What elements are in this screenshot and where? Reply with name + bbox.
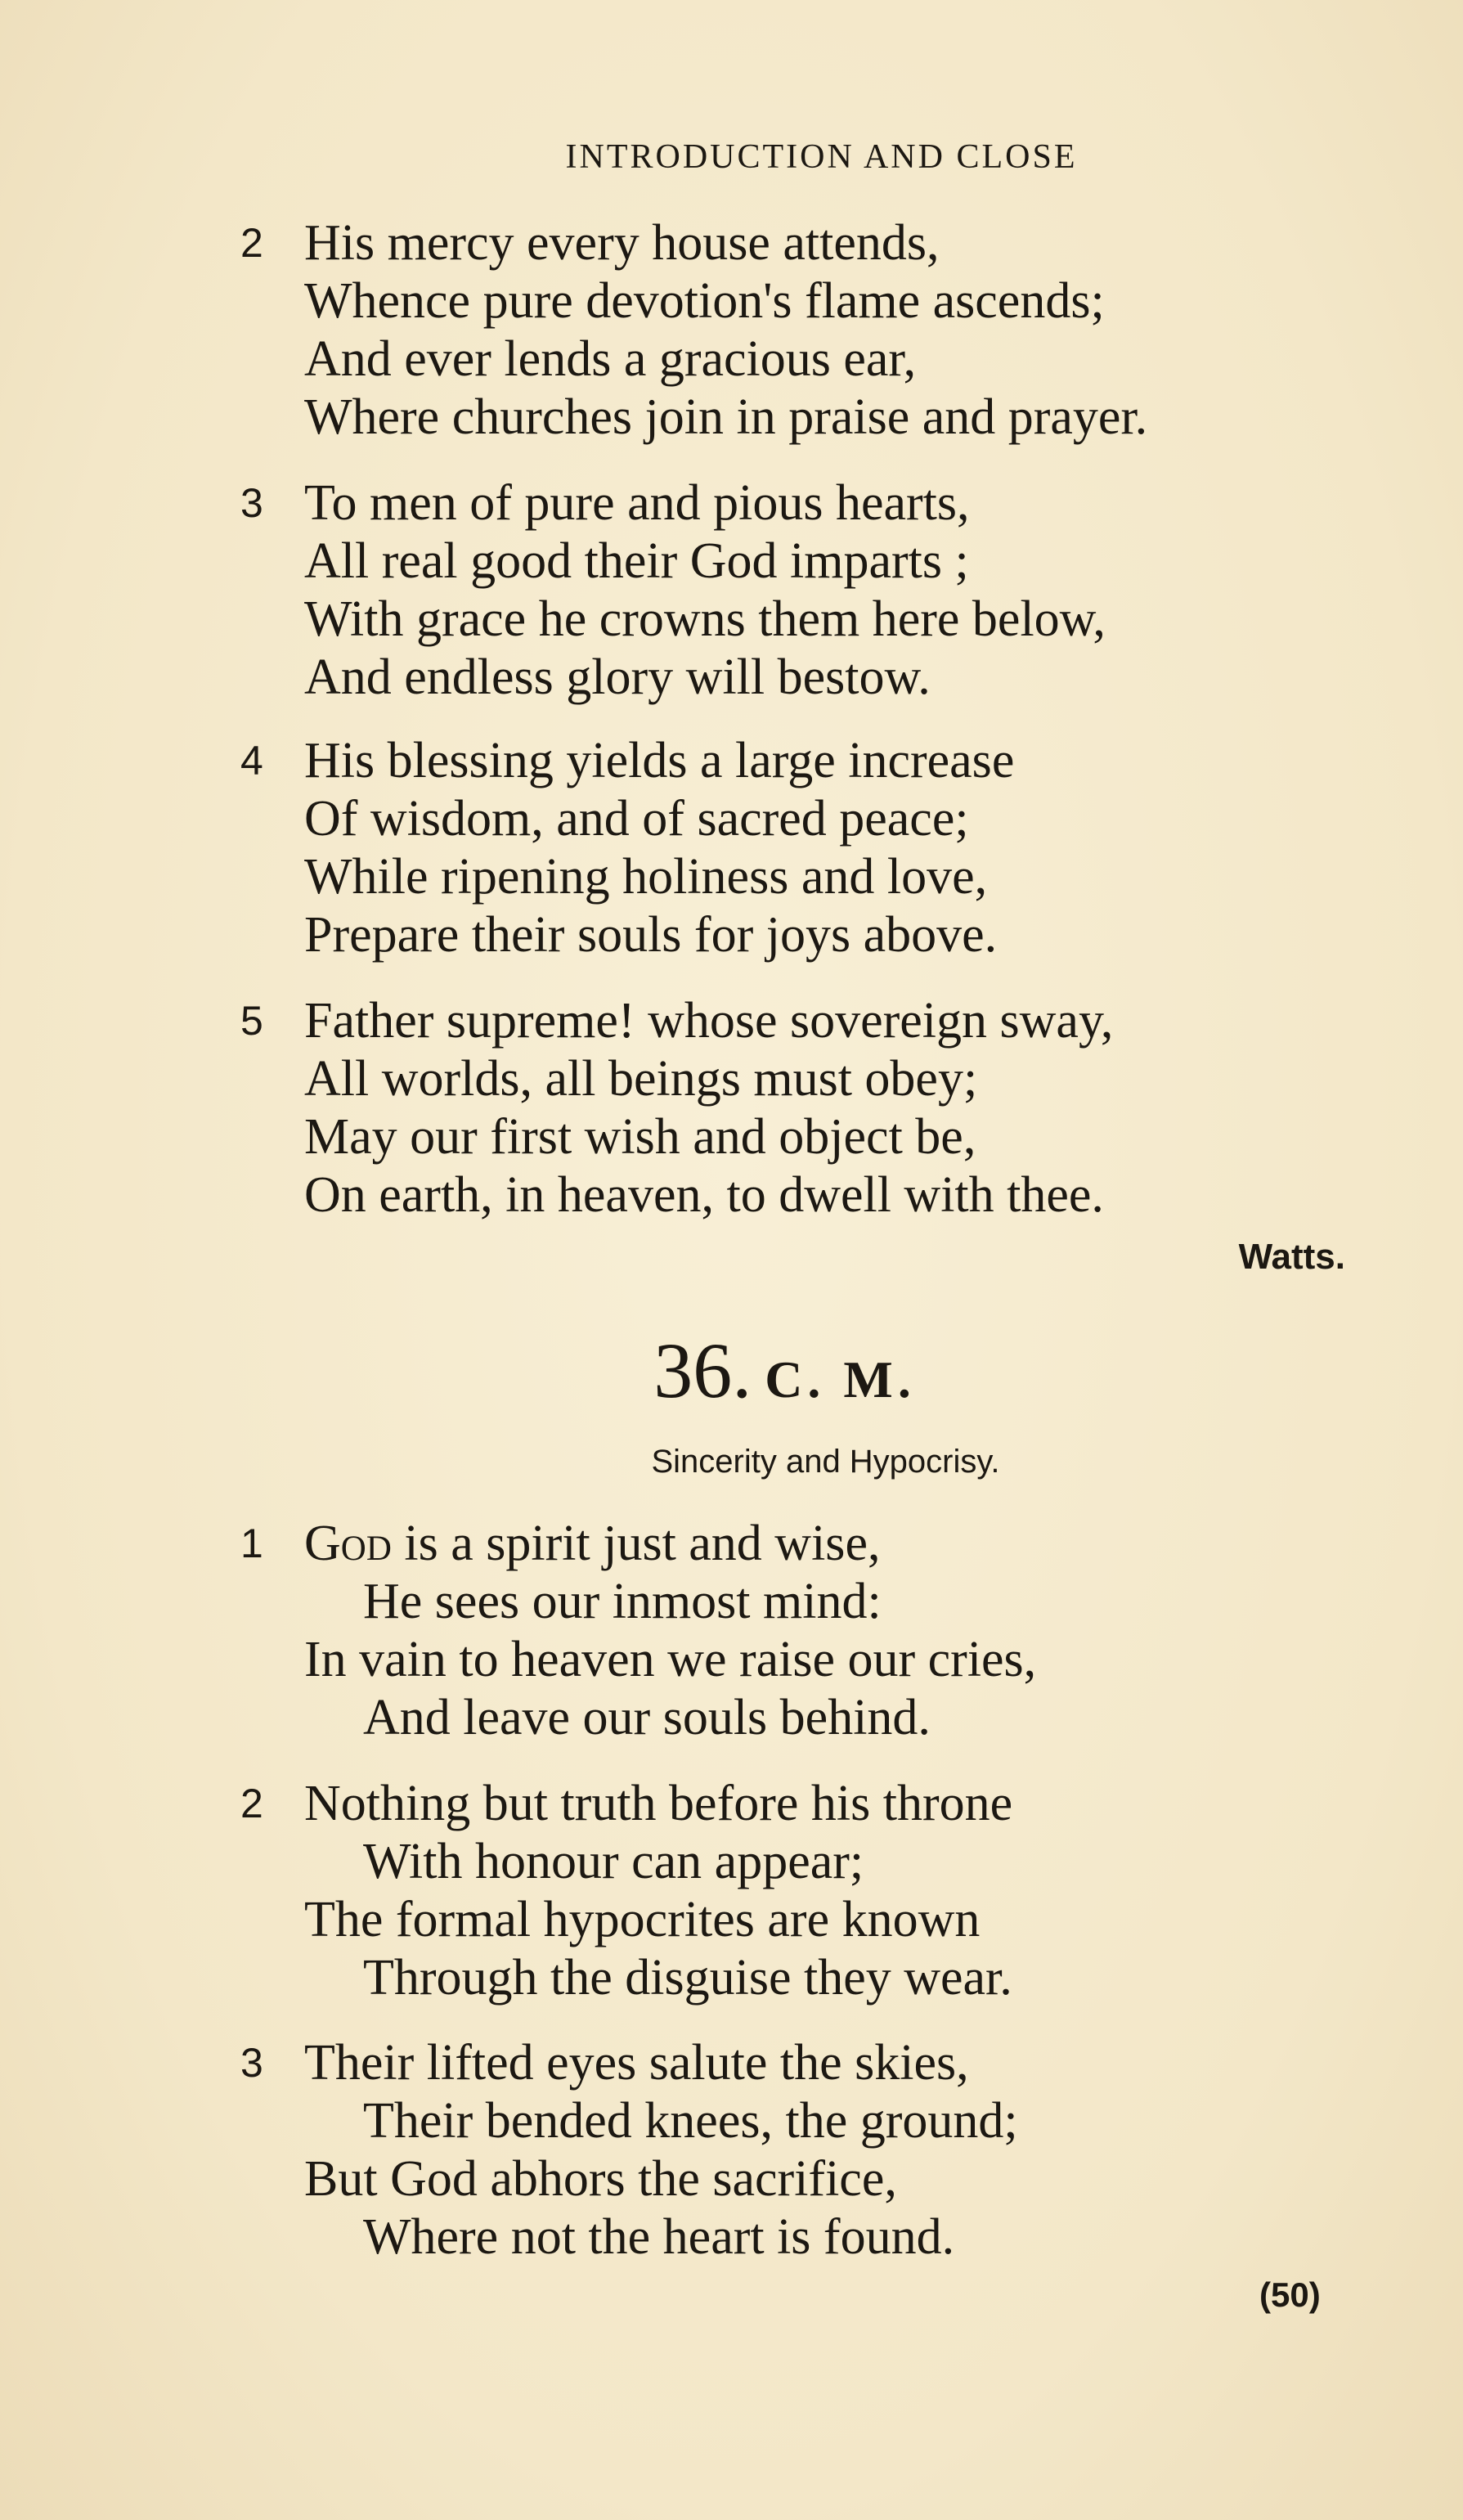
stanza-line: Where churches join in praise and prayer. (304, 389, 1148, 445)
hymn-meter: C. M. (765, 1350, 916, 1408)
stanza-number: 3 (240, 2040, 263, 2086)
stanza-line: On earth, in heaven, to dwell with thee. (304, 1167, 1104, 1223)
hymn-stanza-2 (240, 1775, 1390, 2007)
stanza-line: Where not the heart is found. (363, 2209, 955, 2265)
stanza-line: May our first wish and object be, (304, 1109, 976, 1165)
stanza-line: His blessing yields a large increase (304, 733, 1015, 788)
stanza-line: And endless glory will bestow. (304, 649, 931, 705)
prev-hymn-stanza-2 (240, 214, 1390, 447)
hymn-number: 36. (653, 1327, 752, 1414)
stanza-line: Their bended knees, the ground; (363, 2093, 1018, 2149)
stanza-line: With grace he crowns them here below, (304, 591, 1106, 647)
stanza-line: To men of pure and pious hearts, (304, 475, 970, 531)
stanza-line: Their lifted eyes salute the skies, (304, 2035, 969, 2091)
hymn-stanza-1 (240, 1515, 1390, 1747)
stanza-number: 5 (240, 998, 263, 1044)
stanza-line: Through the disguise they wear. (363, 1950, 1012, 2006)
stanza-number: 2 (240, 220, 263, 266)
stanza-line: The formal hypocrites are known (304, 1892, 981, 1947)
hymn-stanza-3 (240, 2034, 1390, 2266)
stanza-line: Of wisdom, and of sacred peace; (304, 791, 969, 847)
stanza-line: Whence pure devotion's flame ascends; (304, 273, 1105, 329)
prev-hymn-stanza-4 (240, 732, 1390, 964)
stanza-line: While ripening holiness and love, (304, 849, 988, 905)
hymn-heading (0, 1325, 1463, 1416)
stanza-line: And leave our souls behind. (363, 1690, 931, 1745)
stanza-number: 2 (240, 1781, 263, 1826)
stanza-line: With honour can appear; (363, 1834, 864, 1889)
stanza-number: 3 (240, 480, 263, 526)
stanza-line: But God abhors the sacrifice, (304, 2151, 897, 2207)
stanza-line: Nothing but truth before his throne (304, 1776, 1013, 1831)
running-head: INTRODUCTION AND CLOSE (565, 138, 1078, 176)
stanza-line (245, 1515, 1390, 1573)
stanza-line: He sees our inmost mind: (363, 1574, 882, 1629)
stanza-line: In vain to heaven we raise our cries, (304, 1632, 1037, 1687)
hymn-title: Sincerity and Hypocrisy. (651, 1444, 1000, 1480)
stanza-number: 1 (240, 1521, 263, 1566)
prev-hymn-stanza-3 (240, 474, 1390, 707)
stanza-number: 4 (240, 738, 263, 784)
prev-hymn-stanza-5 (240, 992, 1390, 1224)
stanza-line: His mercy every house attends, (304, 215, 940, 271)
stanza-line: And ever lends a gracious ear, (304, 331, 917, 387)
stanza-line: All worlds, all beings must obey; (304, 1051, 978, 1107)
stanza-line: Prepare their souls for joys above. (304, 907, 998, 963)
page-number: (50) (1259, 2275, 1321, 2314)
first-line-rest: is a spirit just and wise, (391, 1516, 881, 1571)
stanza-line: Father supreme! whose sovereign sway, (304, 993, 1114, 1049)
stanza-line: All real good their God imparts ; (304, 533, 969, 589)
first-word: God (304, 1516, 392, 1571)
hymn-author: Watts. (1238, 1237, 1345, 1277)
